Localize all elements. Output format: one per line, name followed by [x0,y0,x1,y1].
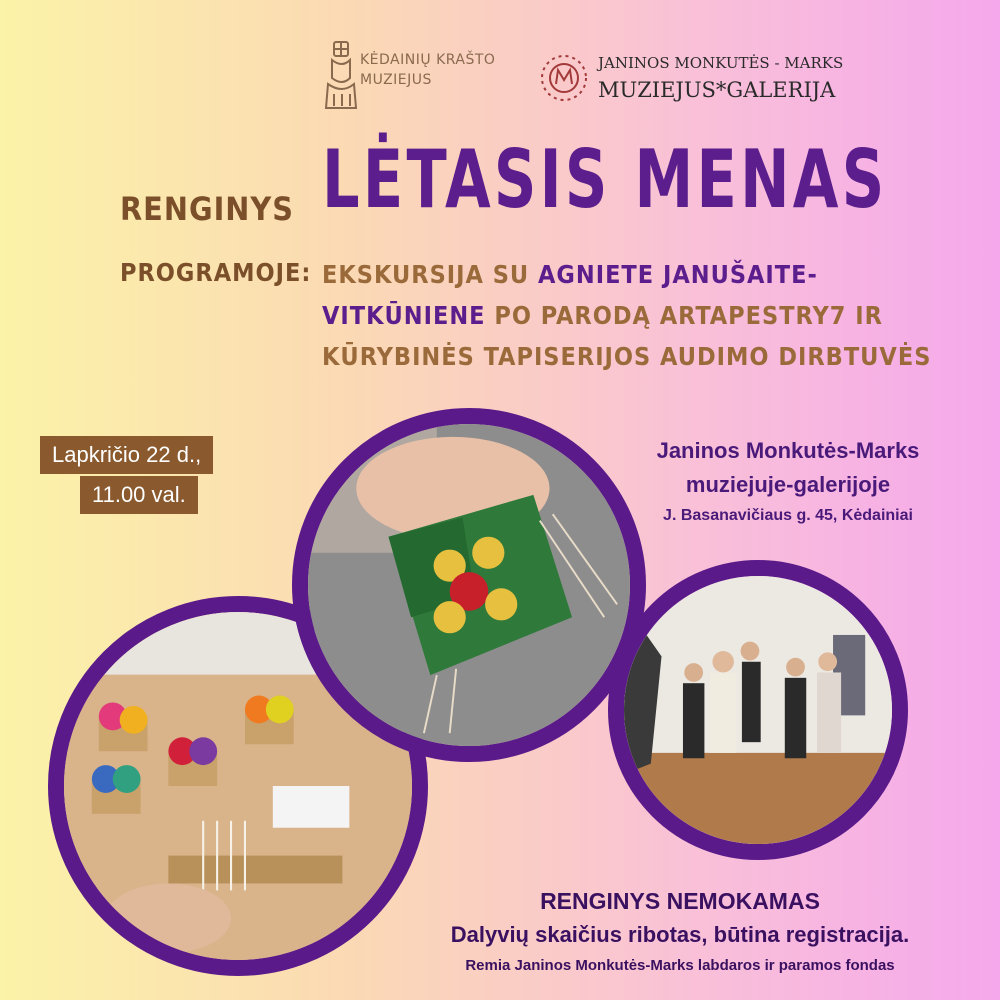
monkute-logo-line2: MUZIEJUS*GALERIJA [598,78,836,102]
sponsor-note: Remia Janinos Monkutės-Marks labdaros ir paramos fondas [465,957,895,974]
program-part-3: PO PARODĄ ARTAPESTRY7 IR KŪRYBINĖS TAPISERIJOS AUDIMO DIRBTUVĖS [322,301,932,371]
gallery-visitors-image [624,576,892,844]
footer-info [380,884,980,980]
gallery-photo [608,560,908,860]
monkute-logo-line1: JANINOS MONKUTĖS - MARKS [598,54,844,72]
location-line1: Janinos Monkutės-Marks [656,438,920,463]
program-part-guide: AGNIETE JANUŠAITE-VITKŪNIENE [322,260,818,330]
kedainiai-logo-line2: MUZIEJUS [360,72,432,88]
date-day: Lapkričio 22 d., [40,436,213,474]
tapestry-hand-image [308,424,630,746]
location-block [608,434,968,530]
event-label: RENGINYS [120,190,294,228]
monkute-emblem-icon [536,50,592,106]
event-title: LĖTASIS MENAS [322,133,888,226]
monkute-museum-logo [536,50,856,110]
kedainiai-museum-logo [322,38,502,114]
program-part-1: EKSKURSIJA SU [322,260,539,289]
free-event-note: RENGINYS NEMOKAMAS [540,888,820,914]
tapestry-photo [292,408,646,762]
location-line2: muziejuje-galerijoje [685,472,891,497]
registration-note: Dalyvių skaičius ribotas, būtina registracija. [450,922,910,947]
kedainiai-logo-line1: KĖDAINIŲ KRAŠTO [360,52,496,68]
date-time: 11.00 val. [80,476,198,514]
program-label: PROGRAMOJE: [120,258,312,287]
date-badge [40,436,213,514]
kedainiai-emblem-icon [322,38,362,114]
program-description [322,254,962,377]
location-address: J. Basanavičiaus g. 45, Kėdainiai [663,507,913,524]
